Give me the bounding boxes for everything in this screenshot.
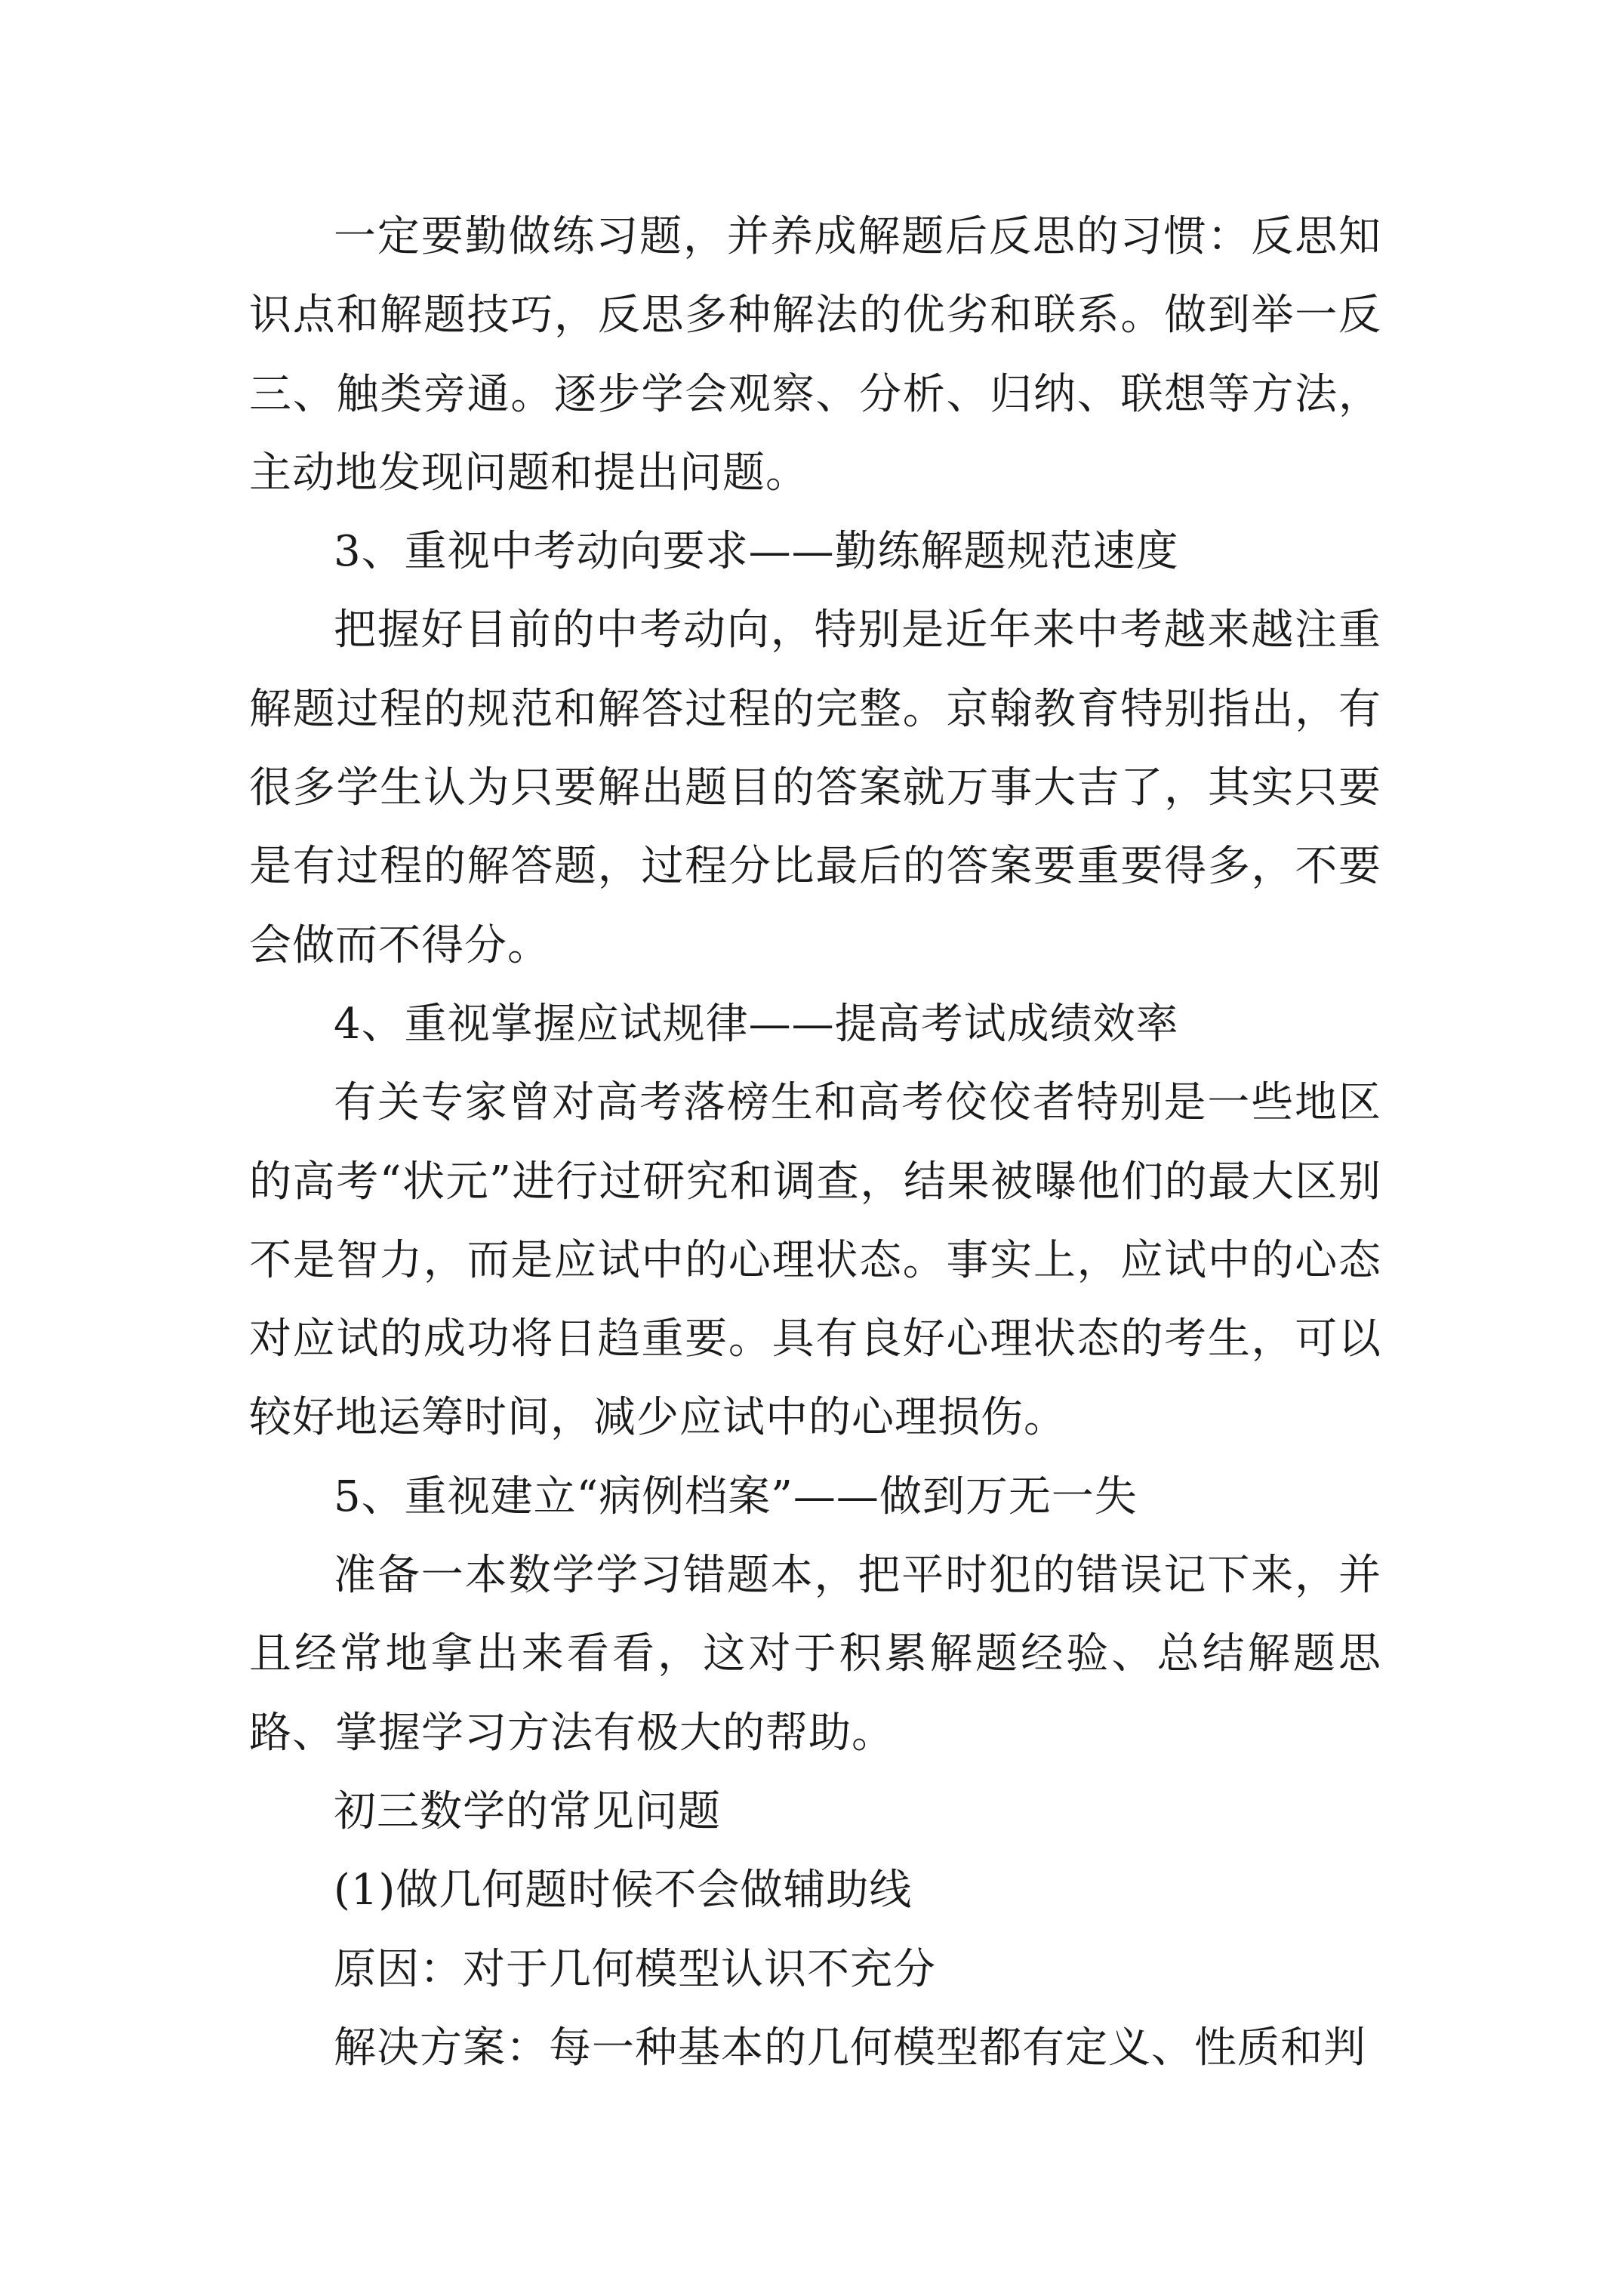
paragraph-error-notebook: 准备一本数学学习错题本，把平时犯的错误记下来，并且经常地拿出来看看，这对于积累解题经验、总结解题思路、掌握学习方法有极大的帮助。 xyxy=(249,1551,1381,1758)
heading-common-problems: 初三数学的常见问题 xyxy=(334,1786,721,1836)
heading-exam-trends: 3、重视中考动向要求——勤练解题规范速度 xyxy=(334,527,1179,577)
document-body xyxy=(249,198,1381,2088)
paragraph-exam-trends: 把握好目前的中考动向，特别是近年来中考越来越注重解题过程的规范和解答过程的完整。京翰教育特别指出，有很多学生认为只要解出题目的答案就万事大吉了，其实只要是有过程的解答题，过程分比最后的答案要重要得多，不要会做而不得分。 xyxy=(249,606,1381,970)
heading-exam-rules: 4、重视掌握应试规律——提高考试成绩效率 xyxy=(334,999,1179,1049)
paragraph-reflection-habits: 一定要勤做练习题，并养成解题后反思的习惯：反思知识点和解题技巧，反思多种解法的优劣和联系。做到举一反三、触类旁通。逐步学会观察、分析、归纳、联想等方法，主动地发现问题和提出问题。 xyxy=(249,212,1381,498)
problem-item-auxiliary-lines: (1)做几何题时候不会做辅助线 xyxy=(334,1866,913,1915)
paragraph-exam-psychology: 有关专家曾对高考落榜生和高考佼佼者特别是一些地区的高考“状元”进行过研究和调查，结果被曝他们的最大区别不是智力，而是应试中的心理状态。事实上，应试中的心态对应试的成功将日趋重要。具有良好心理状态的考生，可以较好地运筹时间，减少应试中的心理损伤。 xyxy=(249,1078,1381,1443)
problem-cause: 原因：对于几何模型认识不充分 xyxy=(334,1944,936,1994)
problem-solution: 解决方案：每一种基本的几何模型都有定义、性质和判 xyxy=(334,2023,1366,2073)
heading-error-record: 5、重视建立“病例档案”——做到万无一失 xyxy=(334,1472,1138,1521)
